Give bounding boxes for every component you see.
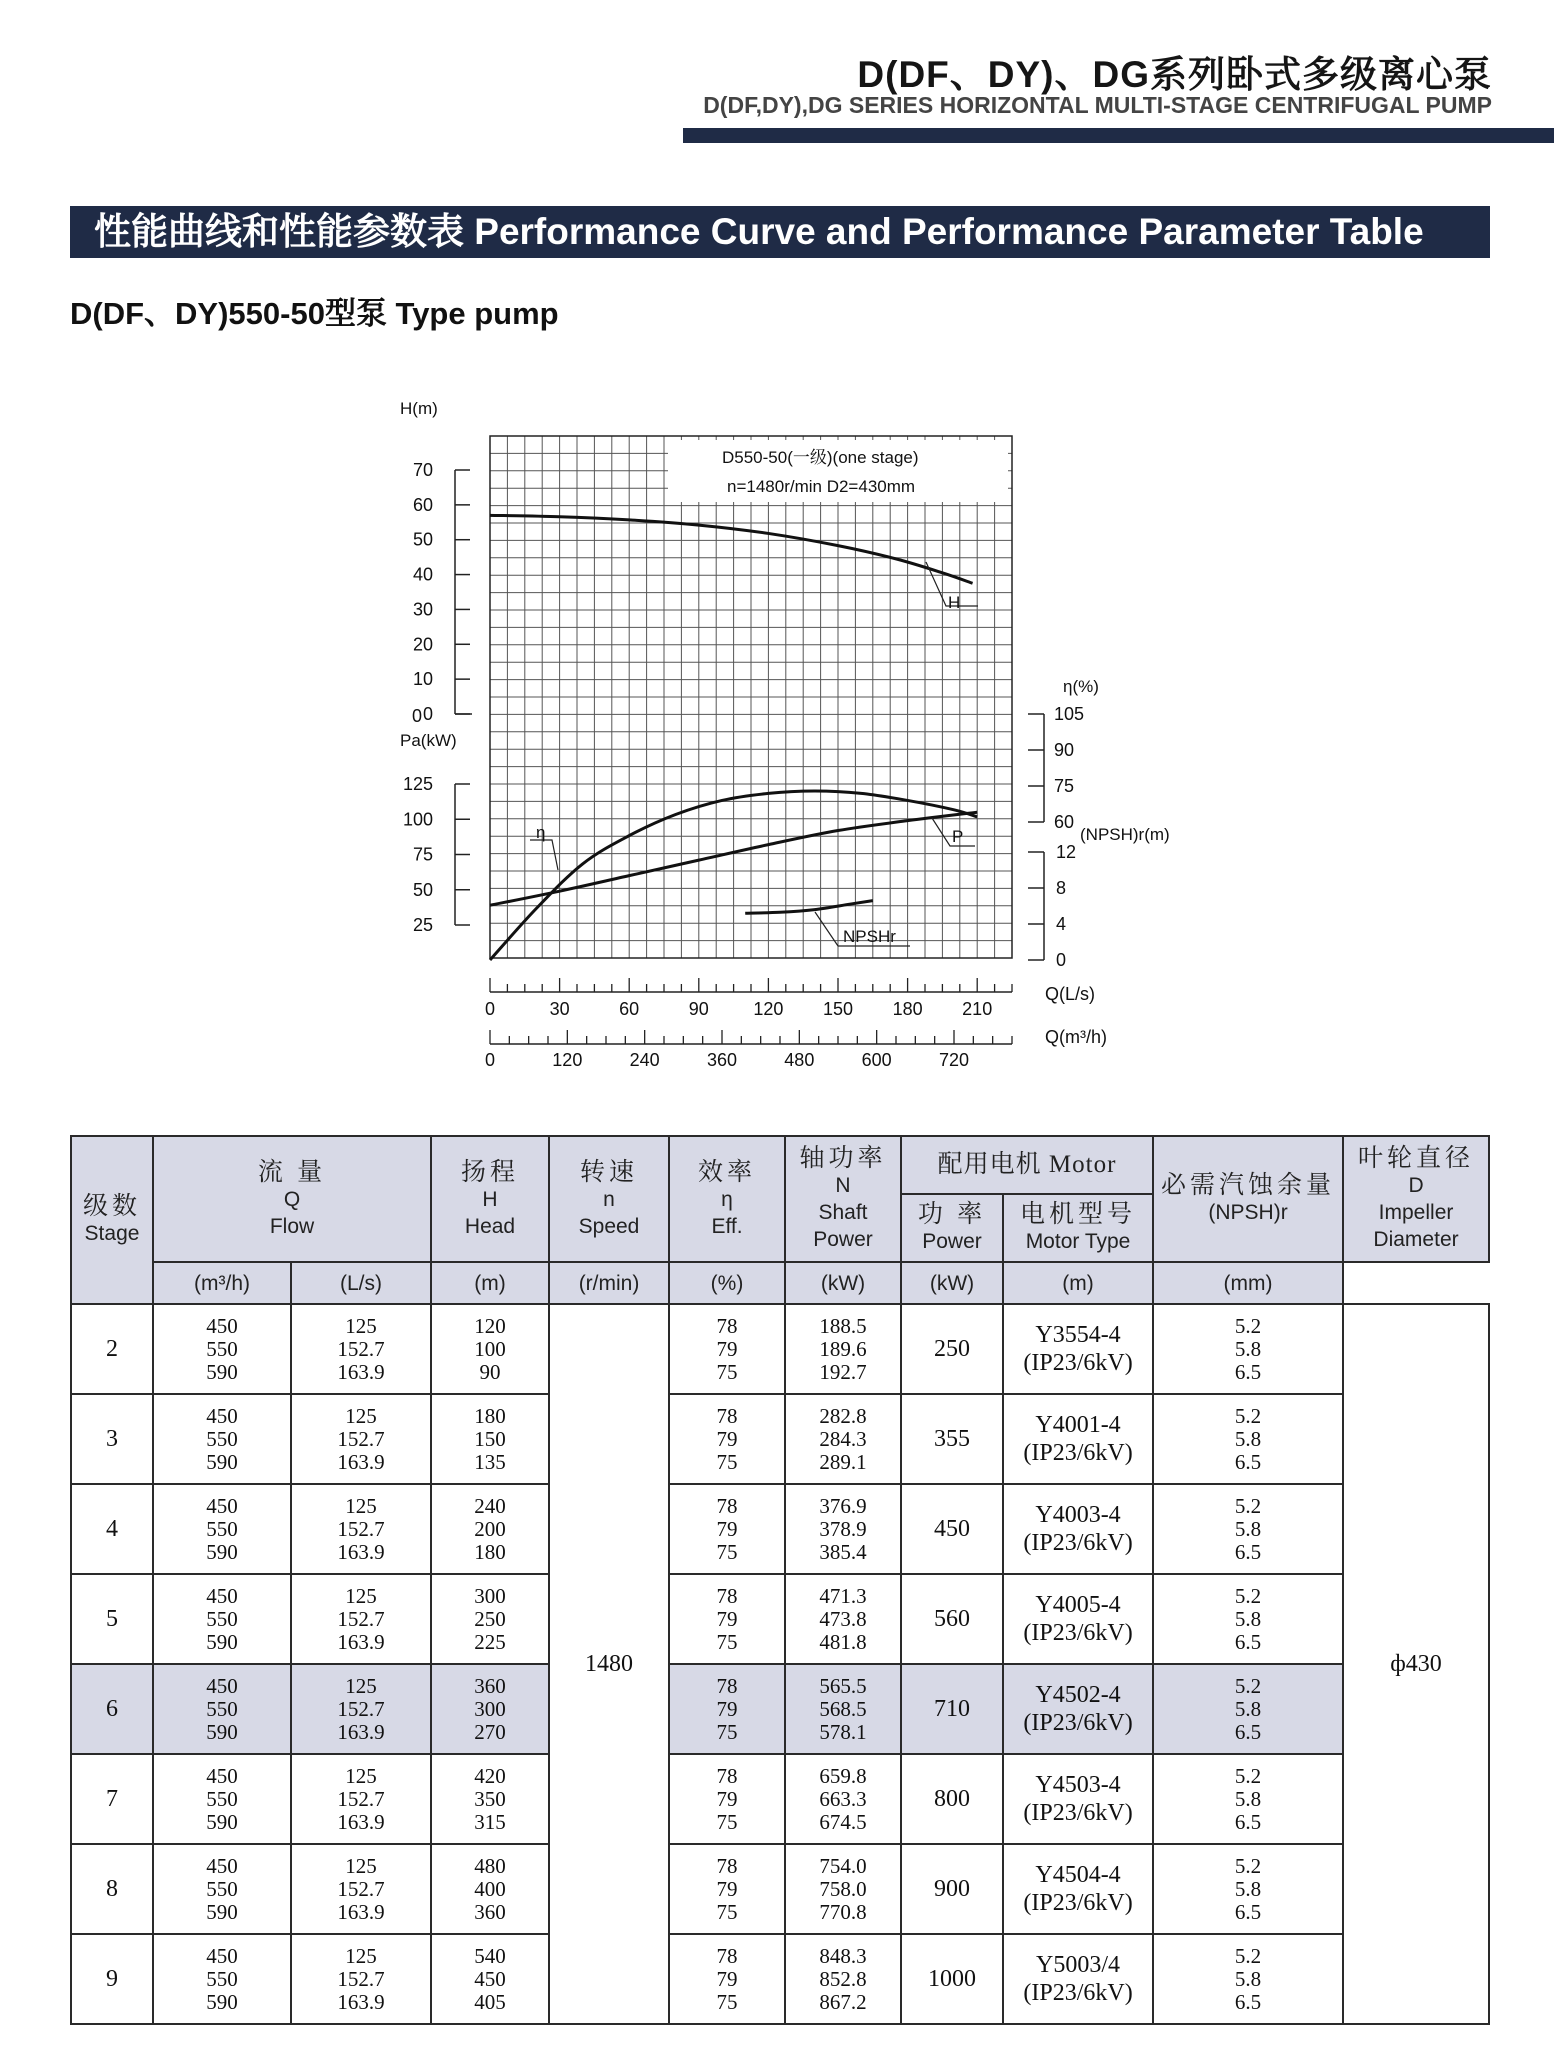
cell-motor-power: 710 <box>901 1664 1003 1754</box>
axis-q-ls-tick-label: 0 <box>484 999 496 1019</box>
axis-h-tick-label: 40 <box>412 564 433 585</box>
chart-title: D550-50(一级)(one stage) <box>722 448 919 467</box>
axis-npsh-tick-label: 8 <box>1056 878 1067 898</box>
axis-q-ls-tick-label: 150 <box>822 999 854 1019</box>
axis-q-ls-label: Q(L/s) <box>1045 984 1096 1004</box>
axis-q-m3h-tick-label: 480 <box>784 1050 815 1070</box>
th-speed: 转速 n Speed <box>549 1136 669 1262</box>
axis-p-tick-label: 100 <box>402 809 433 830</box>
cell-motor-type: Y4502-4 (IP23/6kV) <box>1003 1664 1153 1754</box>
axis-h-tick-label: 60 <box>412 494 433 515</box>
axis-h-tick-label: 0 <box>422 704 433 724</box>
axis-q-ls-tick-label: 210 <box>962 999 993 1019</box>
axis-h-tick-label: 20 <box>412 634 433 655</box>
cell-stage: 7 <box>71 1754 153 1844</box>
axis-h-zero: 0 <box>412 706 423 726</box>
cell-flow-m3h: 450 550 590 <box>153 1844 291 1934</box>
cell-flow-m3h: 450 550 590 <box>153 1574 291 1664</box>
cell-head: 240 200 180 <box>431 1484 549 1574</box>
axis-q-ls-tick-label: 60 <box>619 999 640 1019</box>
th-unit: (m) <box>431 1262 549 1304</box>
axis-q-m3h-tick-label: 240 <box>629 1050 660 1070</box>
cell-flow-ls: 125 152.7 163.9 <box>291 1844 431 1934</box>
cell-npsh: 5.2 5.8 6.5 <box>1153 1484 1343 1574</box>
cell-flow-ls: 125 152.7 163.9 <box>291 1664 431 1754</box>
cell-motor-type: Y4504-4 (IP23/6kV) <box>1003 1844 1153 1934</box>
axis-npsh-tick-label: 4 <box>1056 914 1067 934</box>
th-eff: 效率 η Eff. <box>669 1136 785 1262</box>
th-impeller: 叶轮直径 D Impeller Diameter <box>1343 1136 1489 1262</box>
cell-motor-power: 355 <box>901 1394 1003 1484</box>
section-banner: 性能曲线和性能参数表 Performance Curve and Performance Parameter Table <box>70 206 1490 258</box>
cell-npsh: 5.2 5.8 6.5 <box>1153 1754 1343 1844</box>
pump-type-title: D(DF、DY)550-50型泵 Type pump <box>70 296 559 331</box>
cell-motor-power: 560 <box>901 1574 1003 1664</box>
axis-q-m3h-tick-label: 360 <box>706 1050 738 1070</box>
axis-eta-label: η(%) <box>1063 677 1099 696</box>
chart-grid <box>490 436 1012 958</box>
cell-motor-type: Y4001-4 (IP23/6kV) <box>1003 1394 1153 1484</box>
label-eta: η <box>536 823 546 842</box>
cell-shaft-power: 471.3 473.8 481.8 <box>785 1574 901 1664</box>
axis-p-tick-label: 125 <box>402 774 433 794</box>
axis-npsh-label: (NPSH)r(m) <box>1080 825 1170 844</box>
cell-flow-m3h: 450 550 590 <box>153 1934 291 2024</box>
cell-head: 540 450 405 <box>431 1934 549 2024</box>
cell-npsh: 5.2 5.8 6.5 <box>1153 1394 1343 1484</box>
th-stage: 级数 Stage <box>71 1136 153 1304</box>
th-head: 扬程 H Head <box>431 1136 549 1262</box>
cell-flow-m3h: 450 550 590 <box>153 1484 291 1574</box>
axis-p-tick-label: 25 <box>412 915 433 935</box>
cell-motor-type: Y4005-4 (IP23/6kV) <box>1003 1574 1153 1664</box>
axis-h-tick-label: 50 <box>412 529 433 550</box>
th-flow: 流 量 Q Flow <box>153 1136 431 1262</box>
cell-stage: 8 <box>71 1844 153 1934</box>
cell-motor-power: 450 <box>901 1484 1003 1574</box>
table-row <box>71 1574 1489 1664</box>
header-title-en: D(DF,DY),DG SERIES HORIZONTAL MULTI-STAGE CENTRIFUGAL PUMP <box>703 92 1492 118</box>
axis-h-tick-label: 70 <box>412 460 433 480</box>
cell-npsh: 5.2 5.8 6.5 <box>1153 1574 1343 1664</box>
cell-motor-power: 900 <box>901 1844 1003 1934</box>
axis-eta-tick-label: 60 <box>1054 812 1075 832</box>
cell-eff: 78 79 75 <box>669 1664 785 1754</box>
curve-H <box>490 515 973 583</box>
cell-stage: 4 <box>71 1484 153 1574</box>
th-unit: (L/s) <box>291 1262 431 1304</box>
cell-stage: 3 <box>71 1394 153 1484</box>
axis-npsh-tick-label: 0 <box>1056 950 1067 970</box>
axis-q-ls-tick-label: 180 <box>892 999 923 1019</box>
cell-shaft-power: 848.3 852.8 867.2 <box>785 1934 901 2024</box>
axis-q-m3h-tick-label: 0 <box>484 1050 496 1070</box>
axis-eta-tick-label: 90 <box>1054 740 1075 760</box>
cell-motor-power: 800 <box>901 1754 1003 1844</box>
table-row <box>71 1754 1489 1844</box>
axis-q-m3h-tick-label: 120 <box>552 1050 583 1070</box>
axis-q-m3h-tick-label: 600 <box>861 1050 892 1070</box>
cell-npsh: 5.2 5.8 6.5 <box>1153 1934 1343 2024</box>
cell-impeller: ф430 <box>1343 1304 1489 2024</box>
axis-q-m3h-tick-label: 720 <box>938 1050 970 1070</box>
cell-flow-m3h: 450 550 590 <box>153 1664 291 1754</box>
th-unit: (r/min) <box>549 1262 669 1304</box>
cell-eff: 78 79 75 <box>669 1934 785 2024</box>
leader-eta <box>530 840 558 870</box>
label-npshr: NPSHr <box>843 927 896 946</box>
cell-eff: 78 79 75 <box>669 1574 785 1664</box>
cell-stage: 6 <box>71 1664 153 1754</box>
cell-head: 120 100 90 <box>431 1304 549 1394</box>
cell-npsh: 5.2 5.8 6.5 <box>1153 1304 1343 1394</box>
chart-subtitle: n=1480r/min D2=430mm <box>727 477 916 496</box>
cell-head: 180 150 135 <box>431 1394 549 1484</box>
header-title-cn: D(DF、DY)、DG系列卧式多级离心泵 <box>857 54 1492 95</box>
cell-stage: 2 <box>71 1304 153 1394</box>
cell-motor-type: Y3554-4 (IP23/6kV) <box>1003 1304 1153 1394</box>
axis-h-tick-label: 30 <box>412 599 433 620</box>
th-unit: (m³/h) <box>153 1262 291 1304</box>
th-unit: (kW) <box>901 1262 1003 1304</box>
cell-speed: 1480 <box>549 1304 669 2024</box>
curve-npsh <box>745 901 873 914</box>
label-h: H <box>948 593 961 612</box>
cell-flow-ls: 125 152.7 163.9 <box>291 1394 431 1484</box>
axis-h-tick-label: 10 <box>412 669 433 690</box>
cell-flow-ls: 125 152.7 163.9 <box>291 1574 431 1664</box>
performance-table <box>70 1135 1490 2025</box>
th-npsh: 必需汽蚀余量 (NPSH)r <box>1153 1136 1343 1262</box>
cell-flow-ls: 125 152.7 163.9 <box>291 1754 431 1844</box>
axis-eta-tick-label: 75 <box>1054 776 1075 796</box>
cell-head: 420 350 315 <box>431 1754 549 1844</box>
axis-h-label: H(m) <box>400 399 438 418</box>
cell-eff: 78 79 75 <box>669 1394 785 1484</box>
axis-npsh-tick-label: 12 <box>1056 842 1077 862</box>
th-power: 功 率 Power <box>901 1194 1003 1262</box>
cell-motor-power: 1000 <box>901 1934 1003 2024</box>
th-unit: (mm) <box>1153 1262 1343 1304</box>
cell-npsh: 5.2 5.8 6.5 <box>1153 1664 1343 1754</box>
header-units-row <box>71 1262 1489 1304</box>
cell-head: 360 300 270 <box>431 1664 549 1754</box>
cell-npsh: 5.2 5.8 6.5 <box>1153 1844 1343 1934</box>
cell-shaft-power: 188.5 189.6 192.7 <box>785 1304 901 1394</box>
cell-shaft-power: 376.9 378.9 385.4 <box>785 1484 901 1574</box>
cell-flow-m3h: 450 550 590 <box>153 1304 291 1394</box>
cell-eff: 78 79 75 <box>669 1484 785 1574</box>
th-shaft: 轴功率 N Shaft Power <box>785 1136 901 1262</box>
cell-shaft-power: 754.0 758.0 770.8 <box>785 1844 901 1934</box>
axis-p-tick-label: 75 <box>412 844 433 865</box>
axis-eta-tick-label: 105 <box>1054 704 1085 724</box>
axis-q-ls-tick-label: 90 <box>688 999 709 1019</box>
cell-flow-ls: 125 152.7 163.9 <box>291 1304 431 1394</box>
axis-q-m3h-label: Q(m³/h) <box>1045 1027 1107 1047</box>
th-unit: (m) <box>1003 1262 1153 1304</box>
table-row <box>71 1484 1489 1574</box>
cell-flow-ls: 125 152.7 163.9 <box>291 1484 431 1574</box>
cell-eff: 78 79 75 <box>669 1844 785 1934</box>
cell-shaft-power: 282.8 284.3 289.1 <box>785 1394 901 1484</box>
th-unit: (kW) <box>785 1262 901 1304</box>
cell-motor-type: Y4503-4 (IP23/6kV) <box>1003 1754 1153 1844</box>
cell-shaft-power: 565.5 568.5 578.1 <box>785 1664 901 1754</box>
table-row <box>71 1844 1489 1934</box>
cell-motor-power: 250 <box>901 1304 1003 1394</box>
th-motor: 配用电机 Motor <box>901 1136 1153 1194</box>
cell-shaft-power: 659.8 663.3 674.5 <box>785 1754 901 1844</box>
cell-eff: 78 79 75 <box>669 1304 785 1394</box>
cell-stage: 9 <box>71 1934 153 2024</box>
cell-motor-type: Y5003/4 (IP23/6kV) <box>1003 1934 1153 2024</box>
label-p: P <box>952 827 964 846</box>
table-row <box>71 1664 1489 1754</box>
cell-eff: 78 79 75 <box>669 1754 785 1844</box>
cell-head: 480 400 360 <box>431 1844 549 1934</box>
cell-stage: 5 <box>71 1574 153 1664</box>
cell-flow-ls: 125 152.7 163.9 <box>291 1934 431 2024</box>
axis-q-ls-tick-label: 120 <box>753 999 784 1019</box>
table-row <box>71 1934 1489 2024</box>
th-unit: (%) <box>669 1262 785 1304</box>
table-row <box>71 1304 1489 1394</box>
th-motor-type: 电机型号 Motor Type <box>1003 1194 1153 1262</box>
axis-p-tick-label: 50 <box>412 879 433 900</box>
cell-motor-type: Y4003-4 (IP23/6kV) <box>1003 1484 1153 1574</box>
axis-p-label: Pa(kW) <box>400 731 457 750</box>
header-row-1 <box>71 1136 1489 1194</box>
axis-q-ls-tick-label: 30 <box>549 999 570 1019</box>
cell-flow-m3h: 450 550 590 <box>153 1754 291 1844</box>
table-row <box>71 1394 1489 1484</box>
cell-head: 300 250 225 <box>431 1574 549 1664</box>
cell-flow-m3h: 450 550 590 <box>153 1394 291 1484</box>
